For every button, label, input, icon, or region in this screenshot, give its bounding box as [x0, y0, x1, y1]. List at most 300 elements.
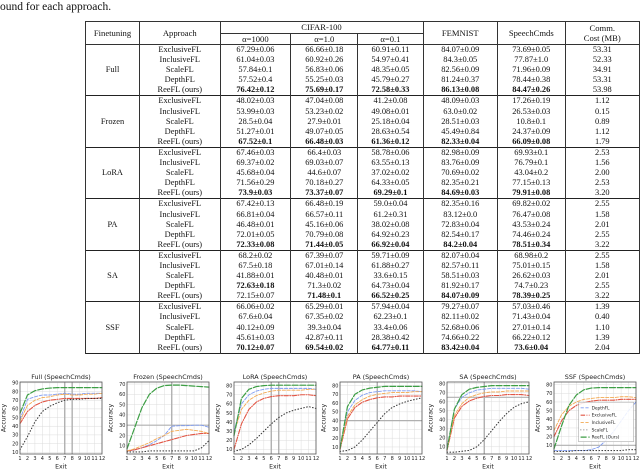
- x-axis-label: Exit: [161, 463, 174, 471]
- table-cell: 67.6±0.04: [220, 312, 291, 322]
- table-cell: 1.79: [565, 137, 639, 148]
- table-row: [86, 312, 640, 322]
- approach-label: ExclusiveFL: [140, 302, 220, 313]
- chart-svg-ssf-speechcmds: [534, 373, 640, 471]
- table-cell: 52.68±0.06: [423, 323, 497, 333]
- table-cell: 43.04±0.2: [497, 168, 565, 178]
- table-row: [86, 147, 640, 158]
- svg-text:9: 9: [184, 456, 189, 463]
- table-cell: 83.42±0.04: [423, 343, 497, 354]
- table-cell: 75.69±0.17: [291, 85, 358, 96]
- table-cell: 82.33±0.04: [423, 137, 497, 148]
- table-cell: 61.04±0.03: [220, 55, 291, 65]
- legend-entry-label: ExclusiveFL: [591, 413, 617, 419]
- table-cell: 67.5±0.18: [220, 261, 291, 271]
- table-cell: 82.35±0.21: [423, 178, 497, 188]
- svg-text:7: 7: [63, 456, 67, 463]
- table-cell: 71.44±0.05: [291, 240, 358, 251]
- table-row: [86, 291, 640, 302]
- svg-text:70: 70: [546, 391, 553, 398]
- x-axis-label: Exit: [55, 463, 67, 471]
- table-cell: 64.73±0.04: [358, 281, 423, 291]
- table-cell: 25.18±0.04: [358, 117, 423, 127]
- svg-text:6: 6: [55, 456, 59, 463]
- finetuning-group-label: Full: [86, 45, 140, 96]
- svg-text:40: 40: [332, 418, 339, 425]
- svg-text:5: 5: [155, 456, 159, 463]
- svg-text:40: 40: [118, 412, 126, 419]
- svg-text:7: 7: [490, 456, 494, 463]
- table-cell: 66.48±0.19: [291, 199, 358, 210]
- y-axis-label: Accuracy: [107, 403, 115, 433]
- table-cell: 59.71±0.09: [358, 250, 423, 261]
- table-cell: 82.57±0.11: [423, 261, 497, 271]
- table-cell: 74.66±0.22: [423, 333, 497, 343]
- svg-text:50: 50: [118, 402, 126, 409]
- svg-text:10: 10: [118, 443, 126, 450]
- svg-text:30: 30: [12, 432, 19, 439]
- table-cell: 37.02±0.02: [358, 168, 423, 178]
- finetuning-group-label: SA: [86, 250, 140, 301]
- table-cell: 70.69±0.02: [423, 168, 497, 178]
- table-cell: 84.2±0.04: [423, 240, 497, 251]
- chart-svg-full-speechcmds: [0, 373, 106, 471]
- table-cell: 2.00: [565, 168, 639, 178]
- table-cell: 63.0±0.02: [423, 107, 497, 117]
- svg-text:20: 20: [546, 434, 553, 441]
- table-cell: 3.20: [565, 188, 639, 199]
- svg-text:8: 8: [604, 456, 608, 463]
- table-row: [86, 323, 640, 333]
- approach-label: DepthFL: [140, 333, 220, 343]
- table-cell: 73.69±0.05: [497, 45, 565, 56]
- table-cell: 53.31: [565, 45, 639, 56]
- svg-text:30: 30: [332, 427, 339, 434]
- svg-text:11: 11: [518, 456, 525, 463]
- table-cell: 68.2±0.02: [220, 250, 291, 261]
- svg-text:12: 12: [419, 456, 426, 463]
- col-header-femnist: FEMNIST: [423, 22, 497, 45]
- table-cell: 2.04: [565, 343, 639, 354]
- chart-frozen-speechcmds: [107, 373, 213, 471]
- approach-label: ScaleFL: [140, 117, 220, 127]
- svg-text:4: 4: [147, 456, 151, 463]
- table-row: [86, 85, 640, 96]
- svg-text:40: 40: [546, 417, 553, 424]
- table-cell: 48.02±0.03: [220, 96, 291, 107]
- table-cell: 82.98±0.09: [423, 147, 497, 158]
- approach-label: ScaleFL: [140, 323, 220, 333]
- table-cell: 1.58: [565, 261, 639, 271]
- comm-cost-line2: Cost (MB): [583, 33, 621, 43]
- svg-text:5: 5: [368, 456, 372, 463]
- table-cell: 67.52±0.1: [220, 137, 291, 148]
- svg-text:1: 1: [232, 456, 236, 463]
- svg-text:3: 3: [567, 456, 571, 463]
- table-cell: 53.31: [565, 75, 639, 85]
- svg-text:8: 8: [284, 456, 288, 463]
- table-row: [86, 117, 640, 127]
- table-row: [86, 107, 640, 117]
- table-cell: 82.07±0.04: [423, 250, 497, 261]
- svg-text:2: 2: [346, 456, 350, 463]
- table-cell: 67.39±0.07: [291, 250, 358, 261]
- table-cell: 53.98: [565, 85, 639, 96]
- chart-title: SSF (SpeechCmds): [564, 373, 626, 382]
- svg-text:10: 10: [439, 444, 446, 451]
- table-cell: 64.33±0.05: [358, 178, 423, 188]
- table-cell: 2.01: [565, 271, 639, 281]
- svg-text:10: 10: [511, 456, 518, 463]
- svg-text:8: 8: [497, 456, 501, 463]
- table-cell: 83.12±0.0: [423, 210, 497, 220]
- table-cell: 34.91: [565, 65, 639, 75]
- approach-label: ExclusiveFL: [140, 147, 220, 158]
- table-cell: 56.83±0.06: [291, 65, 358, 75]
- svg-text:6: 6: [589, 456, 593, 463]
- table-cell: 77.87±1.0: [497, 55, 565, 65]
- table-cell: 86.13±0.08: [423, 85, 497, 96]
- table-cell: 38.02±0.08: [358, 220, 423, 230]
- table-cell: 66.4±0.03: [291, 147, 358, 158]
- approach-label: InclusiveFL: [140, 158, 220, 168]
- chart-ssf-speechcmds: [534, 373, 640, 471]
- svg-text:7: 7: [383, 456, 387, 463]
- table-cell: 2.55: [565, 250, 639, 261]
- y-axis-label: Accuracy: [214, 403, 222, 433]
- table-cell: 68.98±0.2: [497, 250, 565, 261]
- col-header-approach: Approach: [140, 22, 220, 45]
- table-cell: 57.03±0.46: [497, 302, 565, 313]
- svg-text:9: 9: [291, 456, 295, 463]
- table-cell: 76.79±0.1: [497, 158, 565, 168]
- table-cell: 10.8±0.1: [497, 117, 565, 127]
- table-cell: 66.09±0.08: [497, 137, 565, 148]
- svg-text:60: 60: [12, 406, 19, 413]
- approach-label: ReeFL (ours): [140, 343, 220, 354]
- table-cell: 48.35±0.05: [358, 65, 423, 75]
- legend-entry-label: ReeFL (Ours): [591, 435, 620, 441]
- table-cell: 2.55: [565, 230, 639, 240]
- table-cell: 84.07±0.09: [423, 45, 497, 56]
- svg-text:1: 1: [18, 456, 22, 463]
- table-cell: 78.39±0.25: [497, 291, 565, 302]
- table-cell: 60.92±0.26: [291, 55, 358, 65]
- svg-text:70: 70: [225, 392, 233, 399]
- table-cell: 73.37±0.07: [291, 188, 358, 199]
- table-row: [86, 333, 640, 343]
- table-cell: 28.38±0.42: [358, 333, 423, 343]
- svg-text:1: 1: [445, 456, 449, 463]
- approach-label: ReeFL (ours): [140, 240, 220, 251]
- svg-text:5: 5: [582, 456, 586, 463]
- svg-text:20: 20: [118, 433, 126, 440]
- table-cell: 45.68±0.04: [220, 168, 291, 178]
- svg-text:8: 8: [70, 456, 74, 463]
- svg-text:9: 9: [505, 456, 509, 463]
- table-row: [86, 75, 640, 85]
- table-cell: 72.15±0.07: [220, 291, 291, 302]
- table-cell: 46.48±0.01: [220, 220, 291, 230]
- svg-text:6: 6: [376, 456, 380, 463]
- table-row: [86, 168, 640, 178]
- table-cell: 58.51±0.03: [423, 271, 497, 281]
- chart-sa-speechcmds: [427, 373, 533, 471]
- table-cell: 78.51±0.34: [497, 240, 565, 251]
- svg-text:12: 12: [312, 456, 319, 463]
- table-cell: 76.47±0.08: [497, 210, 565, 220]
- table-cell: 79.27±0.07: [423, 302, 497, 313]
- table-row: [86, 65, 640, 75]
- chart-svg-pa-speechcmds: [320, 373, 426, 471]
- svg-text:30: 30: [439, 426, 446, 433]
- y-axis-label: Accuracy: [0, 403, 8, 433]
- svg-text:60: 60: [332, 400, 339, 407]
- approach-label: ExclusiveFL: [140, 96, 220, 107]
- table-row: [86, 55, 640, 65]
- legend-entry-label: DepthFL: [591, 406, 610, 412]
- table-cell: 43.53±0.24: [497, 220, 565, 230]
- svg-text:12: 12: [98, 456, 106, 463]
- table-row: [86, 188, 640, 199]
- finetuning-group-label: Frozen: [86, 96, 140, 147]
- svg-text:2: 2: [559, 456, 564, 463]
- table-cell: 66.48±0.03: [291, 137, 358, 148]
- table-row: [86, 210, 640, 220]
- svg-text:9: 9: [612, 456, 616, 463]
- table-row: [86, 250, 640, 261]
- approach-label: InclusiveFL: [140, 312, 220, 322]
- chart-lora-speechcmds: [214, 373, 320, 471]
- svg-text:70: 70: [118, 381, 126, 388]
- chart-title: SA (SpeechCmds): [459, 373, 517, 382]
- table-cell: 69.54±0.02: [291, 343, 358, 354]
- approach-label: ReeFL (ours): [140, 85, 220, 96]
- col-header-alpha-1: α=1.0: [291, 33, 358, 45]
- svg-text:7: 7: [276, 456, 280, 463]
- svg-text:6: 6: [269, 456, 273, 463]
- table-cell: 3.22: [565, 291, 639, 302]
- chart-title: LoRA (SpeechCmds): [242, 373, 307, 382]
- table-cell: 47.04±0.08: [291, 96, 358, 107]
- table-cell: 51.27±0.01: [220, 127, 291, 137]
- svg-text:80: 80: [332, 383, 339, 390]
- svg-text:4: 4: [254, 456, 258, 463]
- approach-label: DepthFL: [140, 281, 220, 291]
- svg-text:5: 5: [475, 456, 479, 463]
- table-cell: 77.15±0.13: [497, 178, 565, 188]
- table-cell: 41.88±0.01: [220, 271, 291, 281]
- table-row: [86, 96, 640, 107]
- table-cell: 45.61±0.03: [220, 333, 291, 343]
- svg-text:4: 4: [361, 456, 365, 463]
- table-row: [86, 220, 640, 230]
- table-cell: 2.01: [565, 220, 639, 230]
- table-cell: 1.39: [565, 302, 639, 313]
- table-cell: 76.42±0.12: [220, 85, 291, 96]
- approach-label: InclusiveFL: [140, 107, 220, 117]
- table-cell: 1.10: [565, 323, 639, 333]
- table-cell: 78.44±0.38: [497, 75, 565, 85]
- table-row: [86, 343, 640, 354]
- table-cell: 54.97±0.41: [358, 55, 423, 65]
- table-cell: 27.9±0.01: [291, 117, 358, 127]
- chart-full-speechcmds: [0, 373, 106, 471]
- finetuning-group-label: PA: [86, 199, 140, 250]
- svg-text:50: 50: [225, 410, 233, 417]
- svg-text:1: 1: [338, 456, 342, 463]
- finetuning-group-label: LoRA: [86, 147, 140, 198]
- table-cell: 33.4±0.06: [358, 323, 423, 333]
- svg-text:50: 50: [439, 408, 446, 415]
- svg-text:12: 12: [205, 456, 212, 463]
- table-cell: 58.78±0.06: [358, 147, 423, 158]
- table-cell: 33.6±0.15: [358, 271, 423, 281]
- approach-label: ExclusiveFL: [140, 199, 220, 210]
- table-cell: 67.35±0.02: [291, 312, 358, 322]
- svg-text:70: 70: [439, 390, 446, 397]
- svg-text:40: 40: [225, 419, 233, 426]
- table-cell: 41.2±0.08: [358, 96, 423, 107]
- table-cell: 28.5±0.04: [220, 117, 291, 127]
- svg-text:2: 2: [239, 456, 243, 463]
- table-cell: 26.62±0.03: [497, 271, 565, 281]
- approach-label: ExclusiveFL: [140, 45, 220, 56]
- svg-text:50: 50: [332, 409, 339, 416]
- table-cell: 53.23±0.02: [291, 107, 358, 117]
- chart-svg-lora-speechcmds: [214, 373, 320, 471]
- svg-text:70: 70: [332, 392, 339, 399]
- svg-text:40: 40: [439, 417, 446, 424]
- x-axis-label: Exit: [268, 463, 281, 471]
- svg-text:10: 10: [404, 456, 411, 463]
- table-cell: 70.12±0.07: [220, 343, 291, 354]
- svg-text:6: 6: [482, 456, 487, 463]
- svg-text:80: 80: [439, 381, 446, 388]
- table-cell: 69.37±0.02: [220, 158, 291, 168]
- svg-text:40: 40: [12, 424, 19, 431]
- table-cell: 61.88±0.27: [358, 261, 423, 271]
- table-cell: 52.33: [565, 55, 639, 65]
- table-cell: 71.56±0.29: [220, 178, 291, 188]
- svg-text:7: 7: [169, 456, 174, 463]
- table-cell: 69.03±0.07: [291, 158, 358, 168]
- svg-text:3: 3: [353, 456, 357, 463]
- table-cell: 66.81±0.04: [220, 210, 291, 220]
- table-cell: 72.63±0.18: [220, 281, 291, 291]
- legend-entry-label: InclusiveFL: [591, 421, 616, 427]
- table-cell: 59.0±0.04: [358, 199, 423, 210]
- table-cell: 71.96±0.09: [497, 65, 565, 75]
- svg-text:80: 80: [12, 389, 19, 396]
- table-cell: 0.15: [565, 107, 639, 117]
- svg-text:80: 80: [225, 383, 233, 390]
- svg-text:30: 30: [546, 425, 553, 432]
- svg-text:1: 1: [125, 456, 129, 463]
- table-cell: 82.54±0.17: [423, 230, 497, 240]
- approach-label: InclusiveFL: [140, 210, 220, 220]
- table-cell: 82.35±0.16: [423, 199, 497, 210]
- approach-label: DepthFL: [140, 230, 220, 240]
- x-axis-label: Exit: [589, 463, 601, 471]
- approach-label: ScaleFL: [140, 271, 220, 281]
- table-cell: 66.57±0.11: [291, 210, 358, 220]
- svg-text:20: 20: [12, 441, 19, 448]
- table-cell: 40.12±0.09: [220, 323, 291, 333]
- approach-label: DepthFL: [140, 127, 220, 137]
- x-axis-label: Exit: [375, 463, 388, 471]
- table-cell: 2.53: [565, 178, 639, 188]
- col-header-finetuning: Finetuning: [86, 22, 140, 45]
- approach-label: ScaleFL: [140, 168, 220, 178]
- table-cell: 26.53±0.03: [497, 107, 565, 117]
- table-row: [86, 137, 640, 148]
- approach-label: DepthFL: [140, 75, 220, 85]
- table-cell: 71.48±0.1: [291, 291, 358, 302]
- table-cell: 40.48±0.01: [291, 271, 358, 281]
- svg-text:11: 11: [625, 456, 632, 463]
- chart-title: Frozen (SpeechCmds): [133, 373, 203, 382]
- table-cell: 0.89: [565, 117, 639, 127]
- table-row: [86, 199, 640, 210]
- table-row: [86, 302, 640, 313]
- table-cell: 72.58±0.33: [358, 85, 423, 96]
- table-cell: 66.22±0.12: [497, 333, 565, 343]
- approach-label: ReeFL (ours): [140, 291, 220, 302]
- table-cell: 64.77±0.11: [358, 343, 423, 354]
- svg-text:4: 4: [467, 456, 472, 463]
- table-cell: 66.66±0.18: [291, 45, 358, 56]
- svg-text:11: 11: [304, 456, 312, 463]
- y-axis-label: Accuracy: [427, 403, 435, 433]
- svg-text:10: 10: [83, 456, 91, 463]
- svg-text:12: 12: [526, 456, 533, 463]
- svg-text:70: 70: [12, 398, 19, 405]
- charts-row: [0, 373, 640, 472]
- table-row: [86, 127, 640, 137]
- svg-text:10: 10: [12, 450, 19, 457]
- approach-label: DepthFL: [140, 178, 220, 188]
- table-cell: 72.33±0.08: [220, 240, 291, 251]
- table-cell: 84.3±0.05: [423, 55, 497, 65]
- table-cell: 74.7±0.23: [497, 281, 565, 291]
- table-cell: 67.01±0.14: [291, 261, 358, 271]
- svg-text:80: 80: [546, 382, 553, 389]
- table-cell: 67.42±0.13: [220, 199, 291, 210]
- svg-text:2: 2: [132, 456, 136, 463]
- table-cell: 39.3±0.04: [291, 323, 358, 333]
- table-row: [86, 271, 640, 281]
- svg-text:3: 3: [33, 456, 37, 463]
- table-row: [86, 240, 640, 251]
- svg-text:8: 8: [390, 456, 395, 463]
- table-cell: 28.51±0.03: [423, 117, 497, 127]
- svg-text:9: 9: [78, 456, 82, 463]
- chart-svg-frozen-speechcmds: [107, 373, 213, 471]
- table-cell: 1.39: [565, 333, 639, 343]
- table-cell: 73.9±0.03: [220, 188, 291, 199]
- svg-text:7: 7: [597, 456, 601, 463]
- approach-label: ScaleFL: [140, 220, 220, 230]
- table-cell: 57.84±0.1: [220, 65, 291, 75]
- table-cell: 81.24±0.37: [423, 75, 497, 85]
- table-cell: 45.79±0.27: [358, 75, 423, 85]
- table-cell: 1.12: [565, 96, 639, 107]
- table-cell: 82.56±0.09: [423, 65, 497, 75]
- svg-text:50: 50: [546, 408, 553, 415]
- table-cell: 1.58: [565, 210, 639, 220]
- table-cell: 45.16±0.06: [291, 220, 358, 230]
